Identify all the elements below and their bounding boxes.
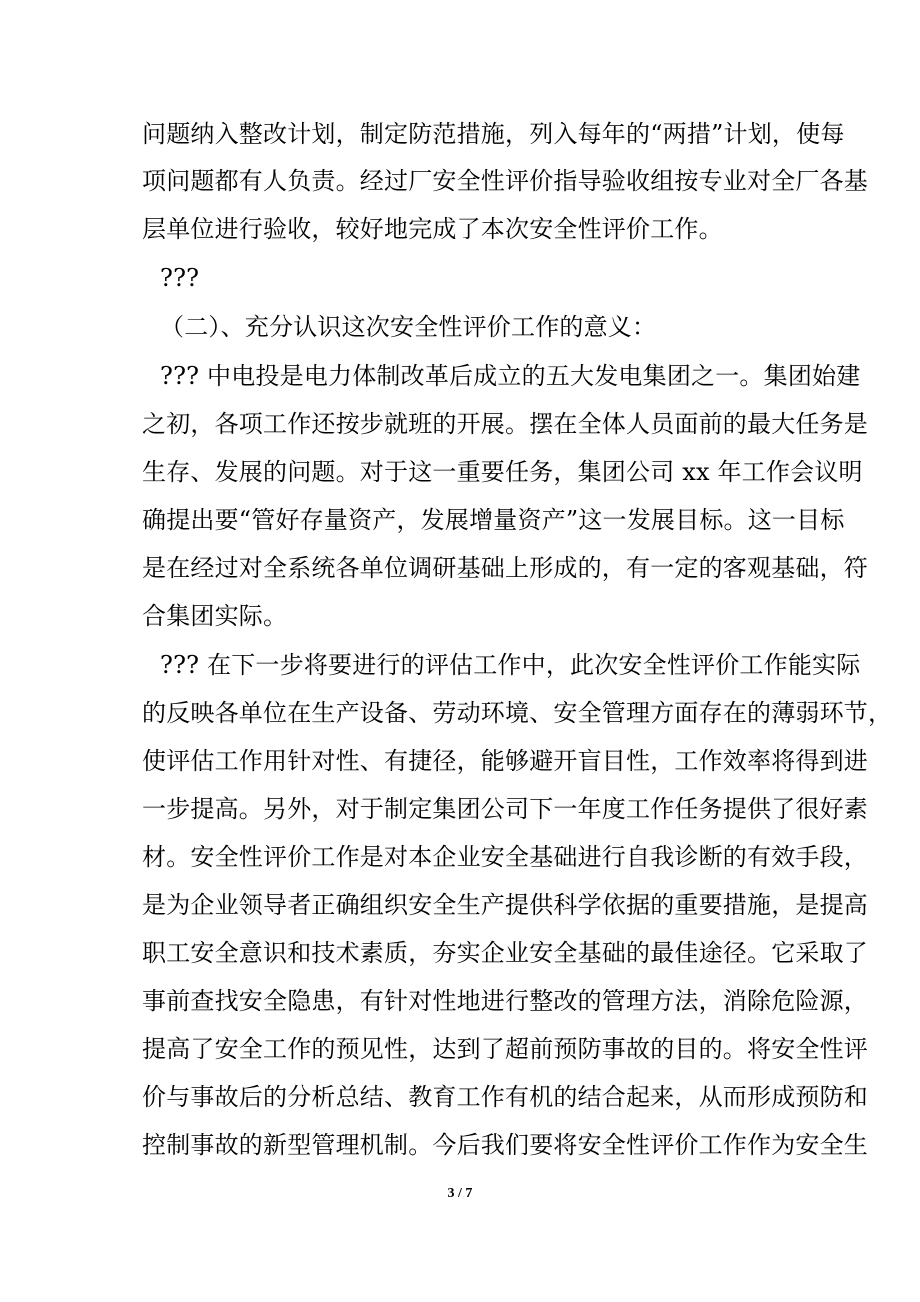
section-heading: （二）、充分认识这次安全性评价工作的意义： xyxy=(160,313,657,341)
text-line-1: 问题纳入整改计划，制定防范措施，列入每年的“两措”计划，使每 xyxy=(142,120,845,148)
text-line-9: 确提出要“管好存量资产，发展增量资产”这一发展目标。这一目标 xyxy=(142,506,845,534)
text-line-22: 控制事故的新型管理机制。今后我们要将安全性评价工作作为安全生 xyxy=(142,1131,868,1159)
text-line-11: 合集团实际。 xyxy=(142,602,288,630)
text-line-19: 事前查找安全隐患，有针对性地进行整改的管理方法，消除危险源， xyxy=(142,987,868,1015)
text-line-20: 提高了安全工作的预见性，达到了超前预防事故的目的。将安全性评 xyxy=(142,1035,868,1063)
text-line-21: 价与事故后的分析总结、教育工作有机的结合起来，从而形成预防和 xyxy=(142,1083,868,1111)
text-line-17: 是为企业领导者正确组织安全生产提供科学依据的重要措施，是提高 xyxy=(142,891,868,919)
text-line-16: 材。安全性评价工作是对本企业安全基础进行自我诊断的有效手段， xyxy=(142,843,868,871)
text-line-7: 之初，各项工作还按步就班的开展。摆在全体人员面前的最大任务是 xyxy=(142,410,868,438)
text-line-13: 的反映各单位在生产设备、劳动环境、安全管理方面存在的薄弱环节， xyxy=(142,699,893,727)
text-line-18: 职工安全意识和技术素质，夯实企业安全基础的最佳途径。它采取了 xyxy=(142,939,868,967)
text-line-2: 项问题都有人负责。经过厂安全性评价指导验收组按专业对全厂各基 xyxy=(142,167,868,195)
text-line-14: 使评估工作用针对性、有捷径，能够避开盲目性，工作效率将得到进 xyxy=(142,747,868,775)
text-line-15: 一步提高。另外，对于制定集团公司下一年度工作任务提供了很好素 xyxy=(142,795,868,823)
text-line-4: ??? xyxy=(160,264,200,292)
text-line-8: 生存、发展的问题。对于这一重要任务，集团公司 xx 年工作会议明 xyxy=(142,458,863,486)
text-line-12: ??? 在下一步将要进行的评估工作中，此次安全性评价工作能实际 xyxy=(160,651,861,679)
text-line-6: ??? 中电投是电力体制改革后成立的五大发电集团之一。集团始建 xyxy=(160,362,861,390)
text-line-3: 层单位进行验收，较好地完成了本次安全性评价工作。 xyxy=(142,215,723,243)
page-number: 3 / 7 xyxy=(447,1186,473,1201)
text-line-10: 是在经过对全系统各单位调研基础上形成的，有一定的客观基础，符 xyxy=(142,554,868,582)
